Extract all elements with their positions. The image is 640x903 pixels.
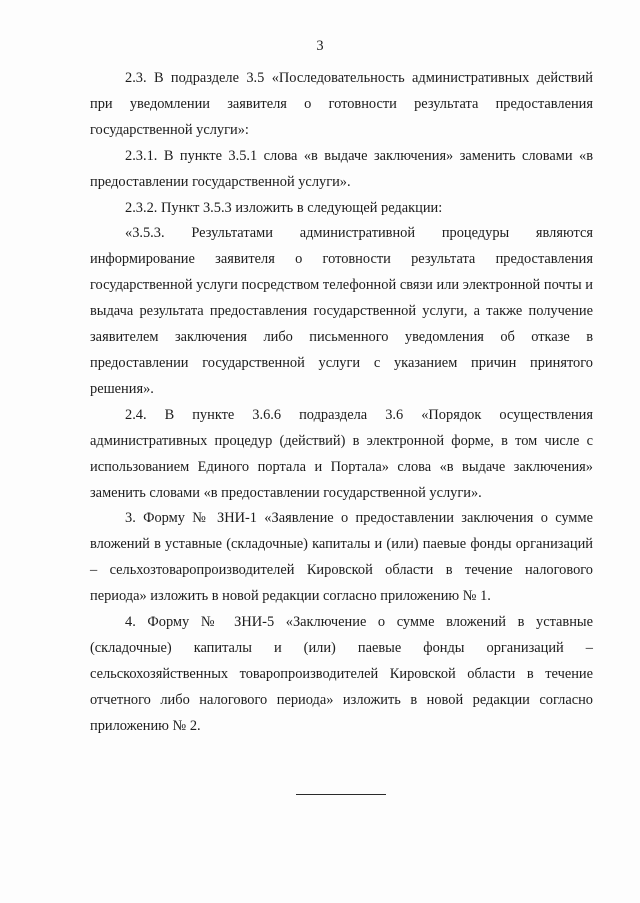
paragraph-2-3-2: 2.3.2. Пункт 3.5.3 изложить в следующей редакции: (125, 199, 443, 216)
paragraph-2-3: 2.3. В подразделе 3.5 «Последовательность административных действий при уведомлении заявителя о готовности результата предоставления государственной услуги»: (90, 70, 593, 138)
paragraph-3: 3. Форму № ЗНИ-1 «Заявление о предоставлении заключения о сумме вложений в уставные (складочные) капиталы и (или) паевые фонды организаций – сельхозтоваропроизводителей Кировской области в течение налогового периода» изложить в новой редакции согласно приложению № 1. (90, 510, 593, 605)
end-of-text-rule (296, 794, 386, 795)
paragraph-2-4: 2.4. В пункте 3.6.6 подраздела 3.6 «Порядок осуществления административных процедур (действий) в электронной форме, в том числе с использованием Единого портала и Портала» слова «в выдаче заключения» заменить словами «в предоставлении государственной услуги». (90, 406, 593, 501)
paragraph-4: 4. Форму № ЗНИ-5 «Заключение о сумме вложений в уставные (складочные) капиталы и (или) паевые фонды организаций – сельскохозяйственных товаропроизводителей Кировской области в течение отчетного либо налогового периода» изложить в новой редакции согласно приложению № 2. (90, 614, 593, 734)
page-number: 3 (316, 38, 324, 54)
document-body (90, 66, 593, 740)
paragraph-3-5-3-quote: «3.5.3. Результатами административной процедуры являются информирование заявителя о готовности результата предоставления государственной услуги посредством телефонной связи или электронной почты и выдача результата предоставления государственной услуги, а также получение заявителем заключения либо письменного уведомления об отказе в предоставлении государственной услуги с указанием причин принятого решения». (90, 225, 593, 397)
paragraph-2-3-1: 2.3.1. В пункте 3.5.1 слова «в выдаче заключения» заменить словами «в предоставлении государственной услуги». (90, 147, 593, 190)
